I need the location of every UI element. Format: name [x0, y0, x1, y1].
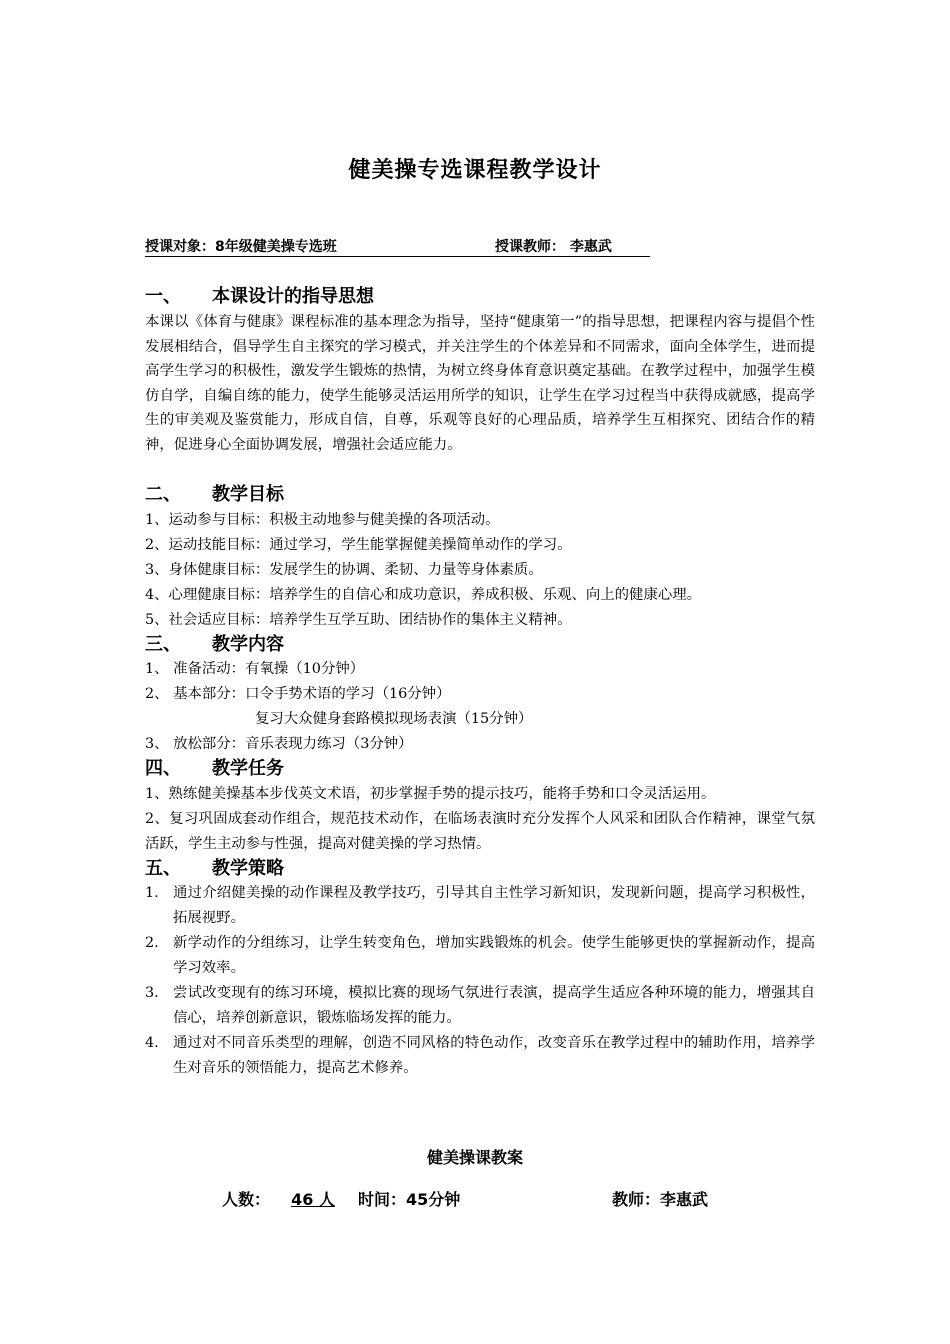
strategy-text: 通过对不同音乐类型的理解，创造不同风格的特色动作，改变音乐在教学过程中的辅助作用，培养学生对音乐的领悟能力，提高艺术修养。 [173, 1035, 815, 1076]
section-number: 五、 [145, 858, 181, 879]
list-item: 2、 基本部分：口令手势术语的学习（16分钟） [145, 686, 451, 702]
list-item: 3、身体健康目标：发展学生的协调、柔韧、力量等身体素质。 [145, 562, 543, 578]
strategy-text: 尝试改变现有的练习环境，模拟比赛的现场气氛进行表演，提高学生适应各种环境的能力，增强其自信心，培养创新意识，锻炼临场发挥的能力。 [173, 985, 815, 1026]
section-title: 本课设计的指导思想 [212, 286, 374, 307]
section-heading-4 [145, 757, 284, 781]
list-item: 1、 准备活动：有氧操（10分钟） [145, 661, 365, 677]
strategy-item [145, 881, 815, 930]
lesson-plan-title: 健美操课教案 [426, 1148, 523, 1167]
list-item: 1、运动参与目标：积极主动地参与健美操的各项活动。 [145, 512, 500, 528]
lesson-plan-meta [0, 1187, 950, 1209]
course-target: 授课对象：8年级健美操专选班 [145, 239, 337, 255]
strategy-number: 4. [145, 1035, 159, 1051]
section-number: 二、 [145, 484, 181, 505]
section-heading-2 [145, 483, 284, 507]
list-item: 5、社会适应目标：培养学生互学互助、团结协作的集体主义精神。 [145, 612, 572, 628]
list-item: 1、熟练健美操基本步伐英文术语，初步掌握手势的提示技巧，能将手势和口令灵活运用。 [145, 786, 716, 802]
list-item: 复习大众健身套路模拟现场表演（15分钟） [255, 711, 533, 727]
section-heading-5 [145, 857, 284, 881]
count-value: 46 人 [291, 1190, 335, 1209]
section-number: 一、 [145, 286, 181, 307]
course-meta [145, 236, 650, 257]
list-item: 4、心理健康目标：培养学生的自信心和成功意识，养成积极、乐观、向上的健康心理。 [145, 587, 702, 603]
strategy-text: 通过介绍健美操的动作课程及教学技巧，引导其自主性学习新知识，发现新问题，提高学习积极性，拓展视野。 [173, 885, 815, 926]
guiding-ideology-paragraph: 本课以《体育与健康》课程标准的基本理念为指导，坚持“健康第一”的指导思想，把课程内容与提倡个性发展相结合，倡导学生自主探究的学习模式，并关注学生的个体差异和不同需求，面向全体学生，进而提高学生学习的积极性，激发学生锻炼的热情，为树立终身体育意识奠定基础。在教学过程中，加强学生模仿自学，自编自练的能力，使学生能够灵活运用所学的知识，让学生在学习过程当中获得成就感，提高学生的审美观及鉴赏能力，形成自信，自尊，乐观等良好的心理品质，培养学生互相探究、团结合作的精神，促进身心全面协调发展，增强社会适应能力。 [145, 314, 815, 453]
section-number: 三、 [145, 634, 181, 655]
list-item: 2、运动技能目标：通过学习，学生能掌握健美操简单动作的学习。 [145, 537, 572, 553]
list-item: 2、复习巩固成套动作组合，规范技术动作，在临场表演时充分发挥个人风采和团队合作精神，课堂气氛活跃，学生主动参与性强，提高对健美操的学习热情。 [145, 811, 815, 852]
section-heading-3 [145, 633, 284, 657]
strategy-item [145, 1031, 815, 1080]
document-title: 健美操专选课程教学设计 [348, 158, 602, 183]
section-number: 四、 [145, 758, 181, 779]
section-title: 教学目标 [212, 484, 284, 505]
lesson-teacher: 教师：李惠武 [612, 1190, 709, 1209]
strategy-number: 1. [145, 885, 159, 901]
strategy-item [145, 931, 815, 980]
strategy-number: 2. [145, 935, 159, 951]
section-title: 教学任务 [212, 758, 284, 779]
list-item: 3、 放松部分：音乐表现力练习（3分钟） [145, 736, 413, 752]
strategy-text: 新学动作的分组练习，让学生转变角色，增加实践锻炼的机会。使学生能够更快的掌握新动作，提高学习效率。 [173, 935, 815, 976]
section-heading-1 [145, 285, 374, 309]
strategy-number: 3. [145, 985, 159, 1001]
course-teacher: 授课教师： 李惠武 [495, 239, 612, 255]
section-title: 教学策略 [212, 858, 284, 879]
strategy-item [145, 981, 815, 1030]
lesson-time: 时间：45分钟 [358, 1190, 461, 1209]
count-label: 人数： [222, 1190, 271, 1209]
section-title: 教学内容 [212, 634, 284, 655]
